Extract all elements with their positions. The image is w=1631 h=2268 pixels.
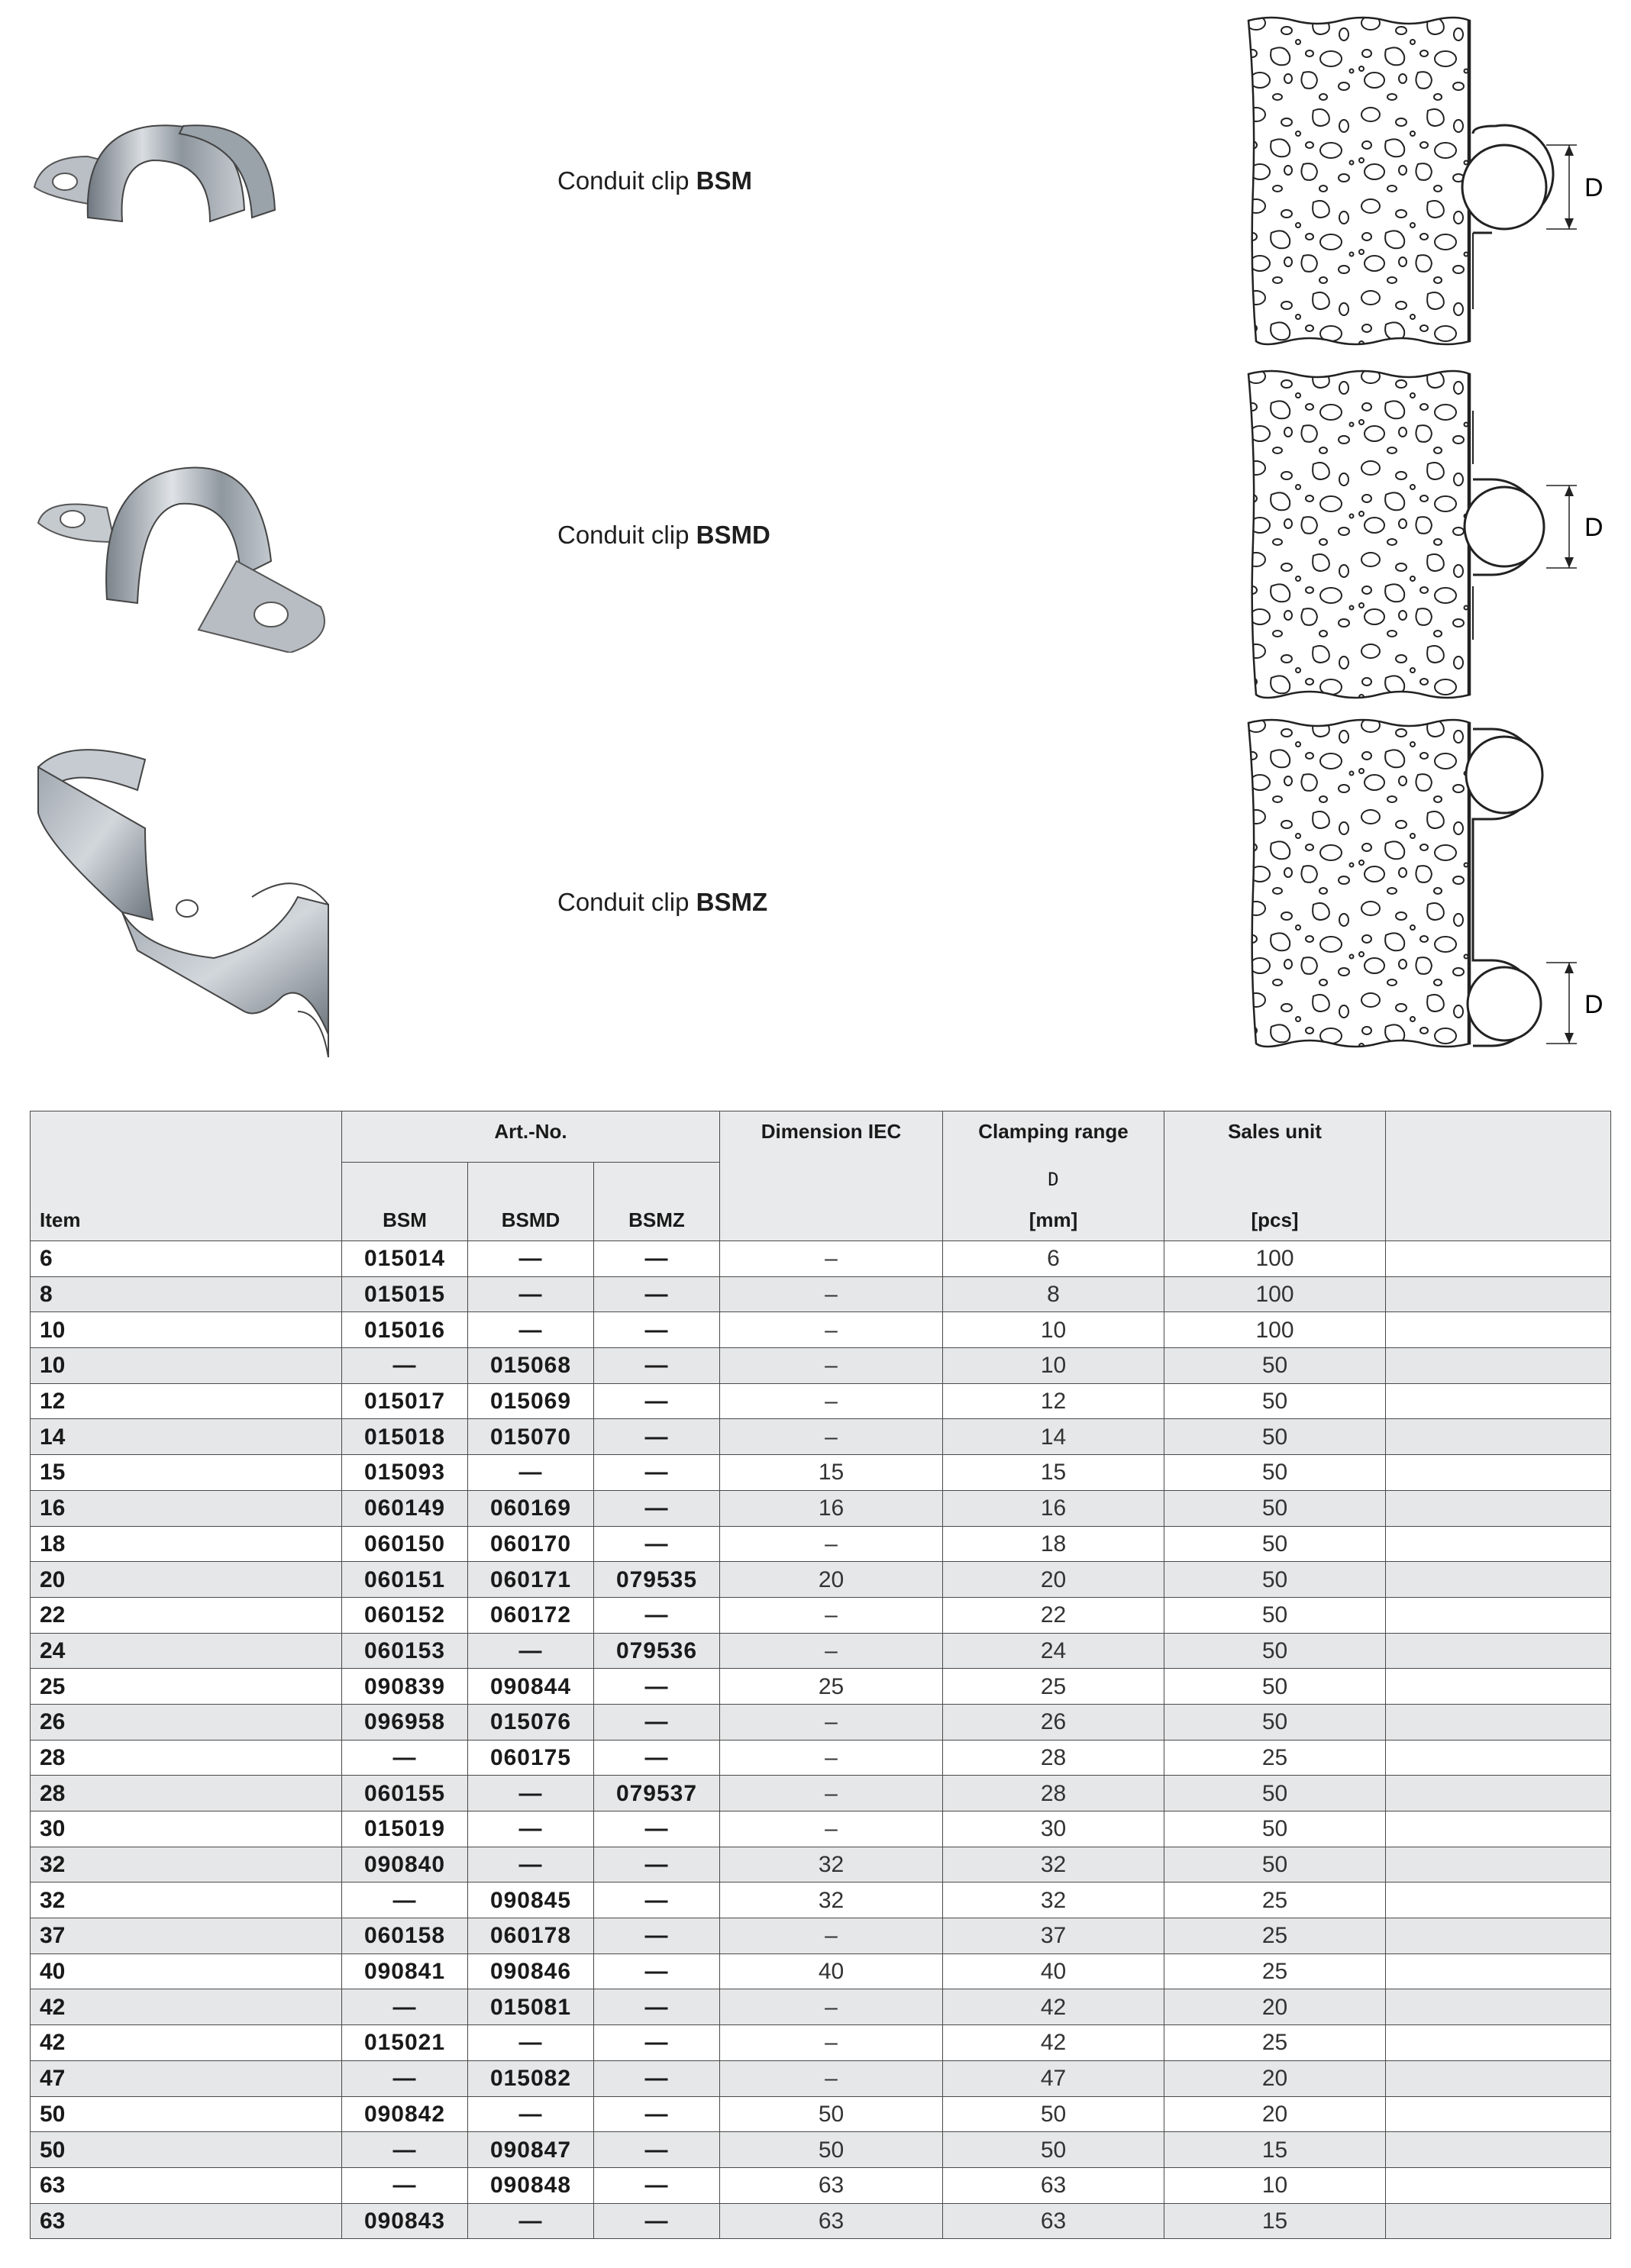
cell-art-bsmz: — [594, 1241, 720, 1277]
header-blank [594, 1163, 720, 1203]
cell-sales-unit: 50 [1164, 1383, 1386, 1419]
cell-sales-unit: 50 [1164, 1490, 1386, 1526]
cell-dimension-iec: – [720, 1526, 943, 1562]
cell-item: 28 [31, 1740, 342, 1776]
cell-dimension-iec: 63 [720, 2203, 943, 2239]
cell-sales-unit: 20 [1164, 1989, 1386, 2025]
cell-art-bsmd: — [468, 1241, 594, 1277]
cell-item: 28 [31, 1776, 342, 1811]
bsmd-mounting-diagram [1241, 365, 1623, 701]
table-row [31, 1776, 1611, 1811]
table-row [31, 1455, 1611, 1491]
cell-blank [1386, 1597, 1611, 1633]
cell-item: 16 [31, 1490, 342, 1526]
header-blank [468, 1163, 594, 1203]
cell-dimension-iec: – [720, 1811, 943, 1847]
cell-dimension-iec: – [720, 1348, 943, 1384]
cell-art-bsmz: — [594, 1989, 720, 2025]
table-row [31, 1918, 1611, 1954]
table-row [31, 1633, 1611, 1669]
cell-clamping-range: 28 [943, 1776, 1164, 1811]
cell-sales-unit: 50 [1164, 1348, 1386, 1384]
table-row [31, 1526, 1611, 1562]
cell-dimension-iec: – [720, 1918, 943, 1954]
cell-art-bsmz: 079537 [594, 1776, 720, 1811]
cell-art-bsm: 090839 [342, 1669, 468, 1705]
cell-sales-unit: 50 [1164, 1811, 1386, 1847]
cell-clamping-range: 6 [943, 1241, 1164, 1277]
cell-sales-unit: 100 [1164, 1312, 1386, 1348]
cell-art-bsmz: — [594, 1740, 720, 1776]
cell-dimension-iec: 25 [720, 1669, 943, 1705]
cell-art-bsm: 090841 [342, 1953, 468, 1989]
cell-art-bsmd: 060172 [468, 1597, 594, 1633]
cell-item: 37 [31, 1918, 342, 1954]
cell-sales-unit: 50 [1164, 1704, 1386, 1740]
bsm-mounting-diagram [1241, 11, 1623, 355]
table-row [31, 1811, 1611, 1847]
caption-bsmd [557, 521, 770, 550]
cell-item: 40 [31, 1953, 342, 1989]
cell-blank [1386, 2025, 1611, 2061]
cell-sales-unit: 50 [1164, 1633, 1386, 1669]
cell-item: 63 [31, 2203, 342, 2239]
cell-art-bsmz: — [594, 2096, 720, 2132]
cell-sales-unit: 15 [1164, 2203, 1386, 2239]
cell-item: 6 [31, 1241, 342, 1277]
cell-clamping-range: 26 [943, 1704, 1164, 1740]
table-row [31, 1348, 1611, 1384]
cell-art-bsmd: 090846 [468, 1953, 594, 1989]
cell-sales-unit: 25 [1164, 2025, 1386, 2061]
cell-art-bsmd: 090845 [468, 1882, 594, 1918]
cell-art-bsm: 090842 [342, 2096, 468, 2132]
table-row [31, 1276, 1611, 1312]
cell-art-bsm: 060152 [342, 1597, 468, 1633]
cell-art-bsmd: 090844 [468, 1669, 594, 1705]
table-row [31, 2167, 1611, 2203]
header-blank [1386, 1202, 1611, 1241]
cell-sales-unit: 15 [1164, 2132, 1386, 2168]
caption-product-name: BSMZ [696, 888, 768, 916]
cell-blank [1386, 2132, 1611, 2168]
cell-clamping-range: 32 [943, 1847, 1164, 1882]
cell-art-bsmd: — [468, 1633, 594, 1669]
header-row-1 [31, 1111, 1611, 1163]
cell-art-bsmz: — [594, 1704, 720, 1740]
cell-item: 32 [31, 1847, 342, 1882]
cell-sales-unit: 100 [1164, 1241, 1386, 1277]
header-blank [1164, 1163, 1386, 1203]
cell-item: 42 [31, 1989, 342, 2025]
table-row [31, 1419, 1611, 1455]
table-row [31, 1847, 1611, 1882]
cell-art-bsmz: — [594, 2025, 720, 2061]
cell-item: 63 [31, 2167, 342, 2203]
cell-sales-unit: 50 [1164, 1597, 1386, 1633]
cell-item: 25 [31, 1669, 342, 1705]
cell-dimension-iec: – [720, 1312, 943, 1348]
cell-art-bsm: — [342, 1882, 468, 1918]
cell-blank [1386, 2096, 1611, 2132]
cell-blank [1386, 1811, 1611, 1847]
table-row [31, 2096, 1611, 2132]
cell-art-bsm: 015093 [342, 1455, 468, 1491]
cell-item: 14 [31, 1419, 342, 1455]
header-sales: Sales unit [1164, 1111, 1386, 1163]
bsm-clip-photo [23, 84, 405, 275]
cell-dimension-iec: 32 [720, 1847, 943, 1882]
cell-art-bsmd: 015076 [468, 1704, 594, 1740]
cell-dimension-iec: 16 [720, 1490, 943, 1526]
header-clamping: Clamping range [943, 1111, 1164, 1163]
caption-bsm [557, 166, 752, 195]
cell-item: 47 [31, 2060, 342, 2096]
table-body [31, 1241, 1611, 2239]
cell-art-bsmd: — [468, 1276, 594, 1312]
cell-sales-unit: 25 [1164, 1918, 1386, 1954]
cell-blank [1386, 2167, 1611, 2203]
cell-art-bsmz: 079535 [594, 1562, 720, 1598]
table-row [31, 1383, 1611, 1419]
cell-dimension-iec: 32 [720, 1882, 943, 1918]
cell-blank [1386, 1276, 1611, 1312]
cell-art-bsm: 015021 [342, 2025, 468, 2061]
header-row-3 [31, 1202, 1611, 1241]
cell-art-bsmd: — [468, 1847, 594, 1882]
diameter-label: D [1584, 513, 1604, 542]
cell-item: 20 [31, 1562, 342, 1598]
cell-blank [1386, 1312, 1611, 1348]
cell-art-bsmd: — [468, 2096, 594, 2132]
table-row [31, 2132, 1611, 2168]
cell-blank [1386, 1348, 1611, 1384]
cell-clamping-range: 22 [943, 1597, 1164, 1633]
table-row [31, 2060, 1611, 2096]
table-row [31, 1312, 1611, 1348]
cell-item: 22 [31, 1597, 342, 1633]
header-blank-right [1386, 1111, 1611, 1163]
cell-art-bsmz: — [594, 1847, 720, 1882]
header-blank [720, 1202, 943, 1241]
cell-clamping-range: 42 [943, 1989, 1164, 2025]
cell-clamping-range: 50 [943, 2132, 1164, 2168]
cell-dimension-iec: 63 [720, 2167, 943, 2203]
header-dimension: Dimension IEC [720, 1111, 943, 1163]
cell-art-bsmz: — [594, 1597, 720, 1633]
cell-art-bsmz: — [594, 1312, 720, 1348]
cell-art-bsmd: 060170 [468, 1526, 594, 1562]
cell-clamping-range: 32 [943, 1882, 1164, 1918]
cell-art-bsmd: — [468, 2203, 594, 2239]
cell-art-bsmd: — [468, 1776, 594, 1811]
cell-dimension-iec: – [720, 1704, 943, 1740]
cell-art-bsm: — [342, 1989, 468, 2025]
cell-art-bsmz: — [594, 1526, 720, 1562]
cell-art-bsmz: — [594, 2132, 720, 2168]
cell-art-bsmd: 060171 [468, 1562, 594, 1598]
caption-prefix: Conduit clip [557, 521, 696, 549]
specification-table [30, 1111, 1611, 2239]
cell-clamping-range: 20 [943, 1562, 1164, 1598]
cell-blank [1386, 1776, 1611, 1811]
table-row [31, 1882, 1611, 1918]
cell-item: 50 [31, 2096, 342, 2132]
cell-clamping-range: 63 [943, 2167, 1164, 2203]
cell-art-bsmd: — [468, 1811, 594, 1847]
cell-art-bsm: 015015 [342, 1276, 468, 1312]
cell-clamping-range: 30 [943, 1811, 1164, 1847]
cell-art-bsmd: 060178 [468, 1918, 594, 1954]
bsmd-clip-photo [23, 424, 405, 653]
cell-dimension-iec: – [720, 2025, 943, 2061]
cell-blank [1386, 1918, 1611, 1954]
cell-art-bsmd: 015068 [468, 1348, 594, 1384]
cell-clamping-range: 37 [943, 1918, 1164, 1954]
cell-dimension-iec: – [720, 1597, 943, 1633]
cell-sales-unit: 50 [1164, 1776, 1386, 1811]
header-bsmz: BSMZ [594, 1202, 720, 1241]
cell-art-bsmd: 015069 [468, 1383, 594, 1419]
cell-blank [1386, 1419, 1611, 1455]
cell-clamping-range: 28 [943, 1740, 1164, 1776]
cell-art-bsm: — [342, 2132, 468, 2168]
cell-blank [1386, 1704, 1611, 1740]
cell-clamping-range: 12 [943, 1383, 1164, 1419]
cell-sales-unit: 20 [1164, 2060, 1386, 2096]
header-bsm: BSM [342, 1202, 468, 1241]
cell-art-bsm: — [342, 2060, 468, 2096]
cell-clamping-range: 8 [943, 1276, 1164, 1312]
cell-art-bsm: 060149 [342, 1490, 468, 1526]
cell-clamping-range: 16 [943, 1490, 1164, 1526]
cell-blank [1386, 1455, 1611, 1491]
cell-item: 42 [31, 2025, 342, 2061]
cell-art-bsm: 060151 [342, 1562, 468, 1598]
cell-art-bsm: 060153 [342, 1633, 468, 1669]
cell-art-bsmz: — [594, 2167, 720, 2203]
cell-art-bsmd: 015070 [468, 1419, 594, 1455]
cell-art-bsmd: — [468, 1455, 594, 1491]
cell-dimension-iec: – [720, 1419, 943, 1455]
cell-clamping-range: 25 [943, 1669, 1164, 1705]
table-row [31, 1490, 1611, 1526]
cell-blank [1386, 1490, 1611, 1526]
cell-clamping-range: 18 [943, 1526, 1164, 1562]
caption-prefix: Conduit clip [557, 166, 696, 195]
cell-art-bsm: 090840 [342, 1847, 468, 1882]
cell-sales-unit: 20 [1164, 2096, 1386, 2132]
cell-art-bsmd: 060169 [468, 1490, 594, 1526]
cell-item: 18 [31, 1526, 342, 1562]
cell-art-bsmz: 079536 [594, 1633, 720, 1669]
cell-dimension-iec: – [720, 2060, 943, 2096]
table-row [31, 1704, 1611, 1740]
cell-dimension-iec: 50 [720, 2132, 943, 2168]
header-clamping-symbol: D [943, 1163, 1164, 1203]
header-blank [720, 1163, 943, 1203]
bsmz-clip-photo [23, 721, 405, 1080]
caption-bsmz [557, 888, 767, 917]
cell-clamping-range: 40 [943, 1953, 1164, 1989]
caption-prefix: Conduit clip [557, 888, 696, 916]
table-row [31, 1953, 1611, 1989]
cell-art-bsmd: 015081 [468, 1989, 594, 2025]
cell-art-bsmz: — [594, 1348, 720, 1384]
cell-dimension-iec: – [720, 1276, 943, 1312]
cell-blank [1386, 2060, 1611, 2096]
cell-blank [1386, 1526, 1611, 1562]
cell-art-bsm: 060150 [342, 1526, 468, 1562]
header-clamping-unit: [mm] [943, 1202, 1164, 1241]
diameter-label: D [1584, 990, 1604, 1019]
cell-blank [1386, 1740, 1611, 1776]
header-blank [31, 1163, 342, 1203]
cell-blank [1386, 1953, 1611, 1989]
cell-art-bsmz: — [594, 1276, 720, 1312]
cell-sales-unit: 10 [1164, 2167, 1386, 2203]
cell-item: 26 [31, 1704, 342, 1740]
cell-clamping-range: 14 [943, 1419, 1164, 1455]
cell-blank [1386, 2203, 1611, 2239]
cell-clamping-range: 47 [943, 2060, 1164, 2096]
cell-blank [1386, 1241, 1611, 1277]
header-blank [1386, 1163, 1611, 1203]
cell-art-bsm: — [342, 1348, 468, 1384]
cell-clamping-range: 10 [943, 1348, 1164, 1384]
cell-item: 8 [31, 1276, 342, 1312]
cell-art-bsm: 015014 [342, 1241, 468, 1277]
caption-product-name: BSMD [696, 521, 770, 549]
cell-clamping-range: 15 [943, 1455, 1164, 1491]
cell-item: 32 [31, 1882, 342, 1918]
cell-sales-unit: 50 [1164, 1562, 1386, 1598]
cell-blank [1386, 1989, 1611, 2025]
cell-dimension-iec: – [720, 1740, 943, 1776]
table-row [31, 2203, 1611, 2239]
cell-art-bsmz: — [594, 1669, 720, 1705]
table-row [31, 2025, 1611, 2061]
cell-dimension-iec: 40 [720, 1953, 943, 1989]
cell-item: 24 [31, 1633, 342, 1669]
header-item: Item [31, 1202, 342, 1241]
diameter-label: D [1584, 173, 1604, 202]
cell-art-bsm: 090843 [342, 2203, 468, 2239]
cell-sales-unit: 25 [1164, 1882, 1386, 1918]
cell-dimension-iec: – [720, 1383, 943, 1419]
cell-art-bsmd: — [468, 1312, 594, 1348]
header-bsmd: BSMD [468, 1202, 594, 1241]
cell-art-bsm: 060158 [342, 1918, 468, 1954]
cell-blank [1386, 1882, 1611, 1918]
cell-art-bsm: 096958 [342, 1704, 468, 1740]
cell-art-bsmz: — [594, 2203, 720, 2239]
cell-art-bsm: 015016 [342, 1312, 468, 1348]
header-art-no: Art.-No. [342, 1111, 720, 1163]
header-sales-unit: [pcs] [1164, 1202, 1386, 1241]
table-row [31, 1669, 1611, 1705]
cell-art-bsmz: — [594, 1455, 720, 1491]
cell-dimension-iec: – [720, 1989, 943, 2025]
cell-art-bsm: 015019 [342, 1811, 468, 1847]
cell-blank [1386, 1847, 1611, 1882]
cell-art-bsmz: — [594, 2060, 720, 2096]
cell-art-bsmz: — [594, 1419, 720, 1455]
cell-blank [1386, 1383, 1611, 1419]
cell-sales-unit: 50 [1164, 1669, 1386, 1705]
cell-art-bsmz: — [594, 1882, 720, 1918]
cell-art-bsm: — [342, 1740, 468, 1776]
table-row [31, 1241, 1611, 1277]
cell-blank [1386, 1633, 1611, 1669]
cell-sales-unit: 25 [1164, 1953, 1386, 1989]
table-row [31, 1562, 1611, 1598]
cell-dimension-iec: 20 [720, 1562, 943, 1598]
cell-art-bsmz: — [594, 1918, 720, 1954]
cell-item: 15 [31, 1455, 342, 1491]
table-row [31, 1597, 1611, 1633]
cell-item: 30 [31, 1811, 342, 1847]
cell-art-bsm: 015017 [342, 1383, 468, 1419]
cell-sales-unit: 50 [1164, 1847, 1386, 1882]
cell-sales-unit: 50 [1164, 1419, 1386, 1455]
cell-item: 10 [31, 1348, 342, 1384]
cell-art-bsmd: 090848 [468, 2167, 594, 2203]
cell-clamping-range: 50 [943, 2096, 1164, 2132]
cell-art-bsmz: — [594, 1811, 720, 1847]
table-row [31, 1989, 1611, 2025]
cell-dimension-iec: – [720, 1776, 943, 1811]
caption-product-name: BSM [696, 166, 752, 195]
cell-blank [1386, 1669, 1611, 1705]
cell-item: 50 [31, 2132, 342, 2168]
cell-art-bsm: 060155 [342, 1776, 468, 1811]
cell-art-bsmd: 060175 [468, 1740, 594, 1776]
cell-dimension-iec: 50 [720, 2096, 943, 2132]
cell-art-bsmz: — [594, 1953, 720, 1989]
cell-sales-unit: 100 [1164, 1276, 1386, 1312]
cell-dimension-iec: – [720, 1241, 943, 1277]
cell-dimension-iec: 15 [720, 1455, 943, 1491]
cell-art-bsm: — [342, 2167, 468, 2203]
cell-clamping-range: 42 [943, 2025, 1164, 2061]
cell-item: 10 [31, 1312, 342, 1348]
cell-clamping-range: 10 [943, 1312, 1164, 1348]
cell-clamping-range: 24 [943, 1633, 1164, 1669]
bsmz-mounting-diagram [1241, 714, 1623, 1057]
cell-item: 12 [31, 1383, 342, 1419]
cell-sales-unit: 50 [1164, 1526, 1386, 1562]
cell-blank [1386, 1562, 1611, 1598]
cell-art-bsm: 015018 [342, 1419, 468, 1455]
header-row-2 [31, 1163, 1611, 1203]
header-blank [342, 1163, 468, 1203]
cell-art-bsmz: — [594, 1383, 720, 1419]
cell-art-bsmz: — [594, 1490, 720, 1526]
cell-sales-unit: 25 [1164, 1740, 1386, 1776]
table-row [31, 1740, 1611, 1776]
cell-dimension-iec: – [720, 1633, 943, 1669]
cell-art-bsmd: 090847 [468, 2132, 594, 2168]
header-blank [31, 1111, 342, 1163]
cell-art-bsmd: — [468, 2025, 594, 2061]
cell-clamping-range: 63 [943, 2203, 1164, 2239]
cell-art-bsmd: 015082 [468, 2060, 594, 2096]
cell-sales-unit: 50 [1164, 1455, 1386, 1491]
